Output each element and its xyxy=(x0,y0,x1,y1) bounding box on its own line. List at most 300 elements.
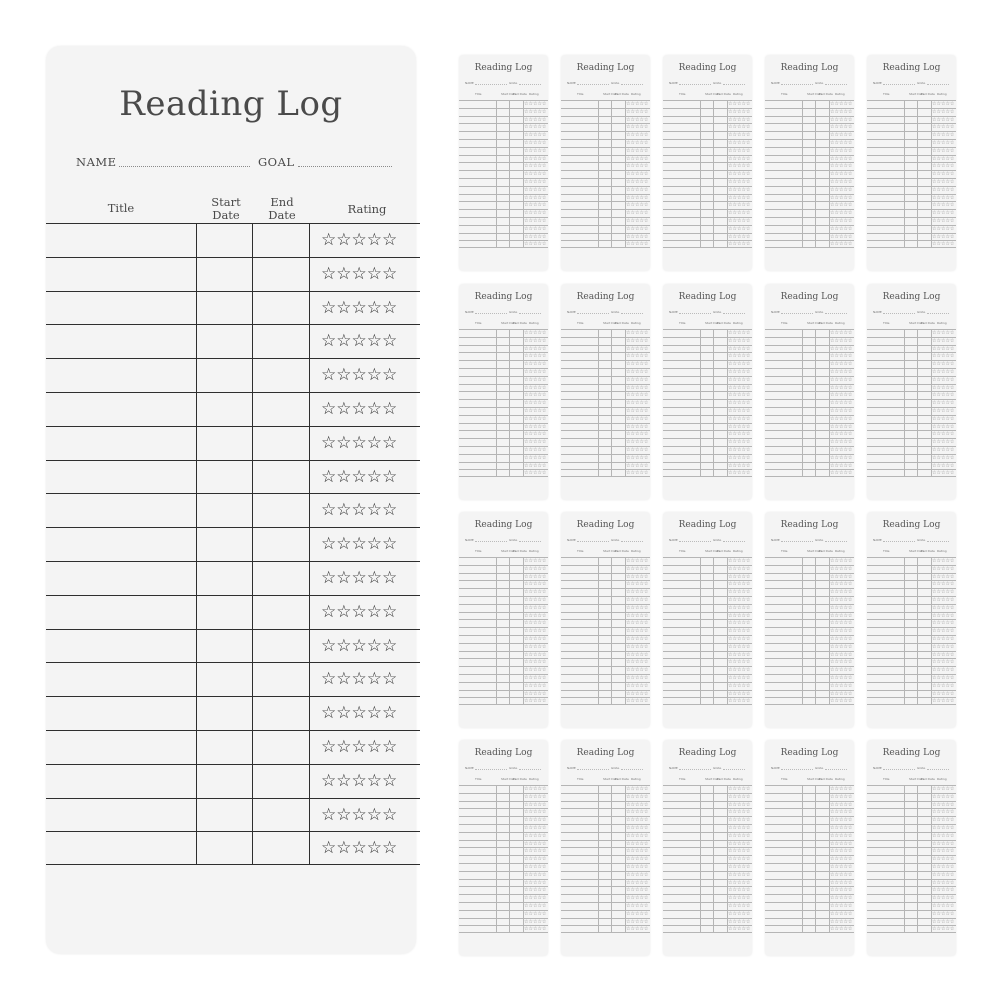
mini-star-rating-icons: ☆☆☆☆☆ xyxy=(830,368,853,375)
mini-star-rating-icons: ☆☆☆☆☆ xyxy=(626,241,649,248)
mini-reading-log-card xyxy=(561,740,650,956)
mini-log-row xyxy=(561,627,650,635)
mini-log-row xyxy=(663,430,752,438)
mini-log-row xyxy=(561,682,650,690)
mini-star-rating-icons: ☆☆☆☆☆ xyxy=(524,233,547,240)
mini-goal-line xyxy=(621,84,643,85)
mini-header-end: End Date xyxy=(615,549,629,553)
mini-star-rating-icons: ☆☆☆☆☆ xyxy=(626,470,649,477)
mini-column-headers xyxy=(663,321,752,329)
mini-log-row xyxy=(663,785,752,793)
mini-star-rating-icons: ☆☆☆☆☆ xyxy=(932,124,955,131)
mini-goal-line xyxy=(621,541,643,542)
mini-card-title: Reading Log xyxy=(678,63,737,73)
mini-log-row xyxy=(663,225,752,233)
mini-star-rating-icons: ☆☆☆☆☆ xyxy=(932,856,955,863)
mini-log-row xyxy=(663,808,752,816)
mini-column-divider xyxy=(802,470,803,477)
mini-goal-label: GOAL xyxy=(917,538,926,542)
mini-log-table xyxy=(459,100,548,248)
mini-star-rating-icons: ☆☆☆☆☆ xyxy=(728,635,751,642)
column-divider xyxy=(309,630,310,664)
mini-star-rating-icons: ☆☆☆☆☆ xyxy=(728,163,751,170)
mini-log-row xyxy=(663,329,752,337)
mini-star-rating-icons: ☆☆☆☆☆ xyxy=(728,139,751,146)
mini-header-rating: Rating xyxy=(733,777,743,781)
mini-column-divider xyxy=(904,470,905,477)
mini-log-row xyxy=(765,801,854,809)
mini-star-rating-icons: ☆☆☆☆☆ xyxy=(524,361,547,368)
mini-column-headers xyxy=(663,549,752,557)
mini-log-row xyxy=(867,337,956,345)
mini-star-rating-icons: ☆☆☆☆☆ xyxy=(728,856,751,863)
mini-log-row xyxy=(459,329,548,337)
mini-column-divider xyxy=(611,698,612,705)
star-rating-icons: ☆☆☆☆☆ xyxy=(321,297,398,318)
mini-log-row xyxy=(765,674,854,682)
mini-star-rating-icons: ☆☆☆☆☆ xyxy=(728,407,751,414)
mini-log-row xyxy=(765,384,854,392)
mini-star-rating-icons: ☆☆☆☆☆ xyxy=(626,361,649,368)
mini-star-rating-icons: ☆☆☆☆☆ xyxy=(830,446,853,453)
mini-star-rating-icons: ☆☆☆☆☆ xyxy=(524,809,547,816)
column-divider xyxy=(309,393,310,427)
column-divider xyxy=(252,427,253,461)
mini-goal-label: GOAL xyxy=(509,538,518,542)
mini-log-row xyxy=(459,894,548,902)
mini-log-table xyxy=(663,557,752,705)
mini-star-rating-icons: ☆☆☆☆☆ xyxy=(830,628,853,635)
mini-log-row xyxy=(561,155,650,163)
mini-log-row xyxy=(867,604,956,612)
mini-log-row xyxy=(459,399,548,407)
mini-column-headers xyxy=(867,777,956,785)
mini-star-rating-icons: ☆☆☆☆☆ xyxy=(728,124,751,131)
mini-log-row xyxy=(459,612,548,620)
mini-header-end: End Date xyxy=(921,549,935,553)
mini-log-row xyxy=(765,565,854,573)
mini-star-rating-icons: ☆☆☆☆☆ xyxy=(626,643,649,650)
mini-log-row xyxy=(459,596,548,604)
column-divider xyxy=(309,596,310,630)
mini-star-rating-icons: ☆☆☆☆☆ xyxy=(626,155,649,162)
mini-star-rating-icons: ☆☆☆☆☆ xyxy=(524,918,547,925)
mini-column-headers xyxy=(459,549,548,557)
mini-log-row xyxy=(561,116,650,124)
mini-log-row xyxy=(765,604,854,612)
mini-log-row xyxy=(561,345,650,353)
mini-header-start: Start Date xyxy=(501,92,517,96)
mini-star-rating-icons: ☆☆☆☆☆ xyxy=(524,446,547,453)
mini-log-row xyxy=(867,423,956,431)
column-divider xyxy=(309,731,310,765)
mini-goal-label: GOAL xyxy=(713,538,722,542)
column-divider xyxy=(252,325,253,359)
column-divider xyxy=(196,832,197,865)
mini-log-row xyxy=(561,446,650,454)
mini-header-rating: Rating xyxy=(529,92,539,96)
mini-log-row xyxy=(663,658,752,666)
mini-star-rating-icons: ☆☆☆☆☆ xyxy=(728,108,751,115)
mini-star-rating-icons: ☆☆☆☆☆ xyxy=(626,895,649,902)
mini-log-row xyxy=(867,201,956,209)
column-divider xyxy=(252,461,253,495)
mini-star-rating-icons: ☆☆☆☆☆ xyxy=(524,423,547,430)
column-divider xyxy=(196,393,197,427)
mini-name-label: NAME xyxy=(873,81,882,85)
mini-goal-label: GOAL xyxy=(815,538,824,542)
mini-log-row xyxy=(459,155,548,163)
mini-log-row xyxy=(663,240,752,248)
mini-card-title: Reading Log xyxy=(474,63,533,73)
mini-star-rating-icons: ☆☆☆☆☆ xyxy=(524,178,547,185)
star-rating-icons: ☆☆☆☆☆ xyxy=(321,534,398,555)
mini-star-rating-icons: ☆☆☆☆☆ xyxy=(728,194,751,201)
mini-star-rating-icons: ☆☆☆☆☆ xyxy=(830,573,853,580)
mini-log-row xyxy=(459,170,548,178)
mini-star-rating-icons: ☆☆☆☆☆ xyxy=(932,415,955,422)
mini-star-rating-icons: ☆☆☆☆☆ xyxy=(524,132,547,139)
mini-log-row xyxy=(663,186,752,194)
column-divider xyxy=(196,663,197,697)
mini-name-label: NAME xyxy=(465,538,474,542)
mini-star-rating-icons: ☆☆☆☆☆ xyxy=(626,462,649,469)
mini-log-row xyxy=(663,209,752,217)
mini-reading-log-card xyxy=(663,512,752,728)
mini-card-title: Reading Log xyxy=(780,63,839,73)
column-divider xyxy=(309,494,310,528)
mini-log-row xyxy=(663,469,752,477)
mini-star-rating-icons: ☆☆☆☆☆ xyxy=(524,667,547,674)
mini-log-row xyxy=(459,565,548,573)
mini-log-row xyxy=(867,240,956,248)
mini-star-rating-icons: ☆☆☆☆☆ xyxy=(626,330,649,336)
mini-log-row xyxy=(663,801,752,809)
mini-star-rating-icons: ☆☆☆☆☆ xyxy=(830,108,853,115)
column-divider xyxy=(252,596,253,630)
mini-header-start: Start Date xyxy=(807,92,823,96)
mini-star-rating-icons: ☆☆☆☆☆ xyxy=(830,698,853,705)
mini-star-rating-icons: ☆☆☆☆☆ xyxy=(728,801,751,808)
mini-star-rating-icons: ☆☆☆☆☆ xyxy=(626,573,649,580)
mini-star-rating-icons: ☆☆☆☆☆ xyxy=(830,879,853,886)
mini-reading-log-card xyxy=(867,55,956,271)
mini-log-row xyxy=(561,840,650,848)
column-divider xyxy=(196,224,197,258)
mini-header-title: Title xyxy=(577,549,584,553)
mini-star-rating-icons: ☆☆☆☆☆ xyxy=(728,415,751,422)
mini-log-row xyxy=(459,178,548,186)
mini-log-row xyxy=(459,462,548,470)
mini-reading-log-card xyxy=(663,55,752,271)
mini-header-title: Title xyxy=(679,549,686,553)
mini-header-rating: Rating xyxy=(631,321,641,325)
mini-star-rating-icons: ☆☆☆☆☆ xyxy=(626,186,649,193)
mini-log-row xyxy=(765,697,854,705)
mini-log-row xyxy=(561,557,650,565)
star-rating-icons: ☆☆☆☆☆ xyxy=(321,500,398,521)
mini-goal-label: GOAL xyxy=(917,766,926,770)
mini-star-rating-icons: ☆☆☆☆☆ xyxy=(626,682,649,689)
mini-star-rating-icons: ☆☆☆☆☆ xyxy=(524,628,547,635)
mini-log-row xyxy=(459,840,548,848)
mini-name-label: NAME xyxy=(669,310,678,314)
mini-column-divider xyxy=(496,698,497,705)
mini-log-row xyxy=(561,855,650,863)
mini-log-table xyxy=(867,329,956,477)
mini-log-row xyxy=(561,376,650,384)
mini-name-line xyxy=(475,313,507,314)
mini-log-row xyxy=(459,847,548,855)
column-divider xyxy=(252,494,253,528)
mini-log-row xyxy=(663,682,752,690)
mini-log-row xyxy=(765,337,854,345)
mini-star-rating-icons: ☆☆☆☆☆ xyxy=(830,337,853,344)
mini-star-rating-icons: ☆☆☆☆☆ xyxy=(830,400,853,407)
mini-log-row xyxy=(765,155,854,163)
mini-star-rating-icons: ☆☆☆☆☆ xyxy=(932,840,955,847)
mini-header-rating: Rating xyxy=(937,777,947,781)
mini-column-divider xyxy=(802,241,803,248)
mini-log-row xyxy=(459,407,548,415)
mini-star-rating-icons: ☆☆☆☆☆ xyxy=(728,330,751,336)
mini-star-rating-icons: ☆☆☆☆☆ xyxy=(626,407,649,414)
log-row xyxy=(46,595,420,629)
mini-star-rating-icons: ☆☆☆☆☆ xyxy=(626,698,649,705)
mini-log-row xyxy=(663,557,752,565)
mini-log-row xyxy=(561,651,650,659)
mini-star-rating-icons: ☆☆☆☆☆ xyxy=(626,690,649,697)
mini-log-row xyxy=(561,785,650,793)
mini-star-rating-icons: ☆☆☆☆☆ xyxy=(524,651,547,658)
mini-log-row xyxy=(867,855,956,863)
log-row xyxy=(46,493,420,527)
mini-star-rating-icons: ☆☆☆☆☆ xyxy=(626,596,649,603)
mini-star-rating-icons: ☆☆☆☆☆ xyxy=(626,856,649,863)
mini-log-row xyxy=(663,871,752,879)
mini-header-start: Start Date xyxy=(705,92,721,96)
mini-column-divider xyxy=(917,698,918,705)
mini-log-row xyxy=(765,682,854,690)
mini-log-row xyxy=(867,666,956,674)
mini-log-row xyxy=(867,682,956,690)
mini-log-row xyxy=(459,604,548,612)
mini-log-row xyxy=(765,847,854,855)
mini-star-rating-icons: ☆☆☆☆☆ xyxy=(932,643,955,650)
mini-star-rating-icons: ☆☆☆☆☆ xyxy=(728,178,751,185)
mini-column-headers xyxy=(765,92,854,100)
mini-log-row xyxy=(561,894,650,902)
mini-log-row xyxy=(765,910,854,918)
mini-star-rating-icons: ☆☆☆☆☆ xyxy=(626,345,649,352)
mini-star-rating-icons: ☆☆☆☆☆ xyxy=(728,902,751,909)
mini-log-row xyxy=(867,131,956,139)
mini-star-rating-icons: ☆☆☆☆☆ xyxy=(524,139,547,146)
mini-star-rating-icons: ☆☆☆☆☆ xyxy=(932,848,955,855)
mini-star-rating-icons: ☆☆☆☆☆ xyxy=(524,589,547,596)
mini-log-row xyxy=(561,604,650,612)
mini-star-rating-icons: ☆☆☆☆☆ xyxy=(932,573,955,580)
mini-header-start: Start Date xyxy=(705,549,721,553)
mini-log-row xyxy=(663,619,752,627)
mini-star-rating-icons: ☆☆☆☆☆ xyxy=(728,895,751,902)
mini-star-rating-icons: ☆☆☆☆☆ xyxy=(728,589,751,596)
mini-log-row xyxy=(867,847,956,855)
mini-log-row xyxy=(663,399,752,407)
mini-log-row xyxy=(765,170,854,178)
column-divider xyxy=(309,832,310,865)
mini-star-rating-icons: ☆☆☆☆☆ xyxy=(524,801,547,808)
mini-log-table xyxy=(459,557,548,705)
mini-log-row xyxy=(459,423,548,431)
mini-star-rating-icons: ☆☆☆☆☆ xyxy=(626,233,649,240)
mini-star-rating-icons: ☆☆☆☆☆ xyxy=(524,407,547,414)
mini-log-row xyxy=(765,240,854,248)
column-divider xyxy=(252,630,253,664)
mini-goal-line xyxy=(723,84,745,85)
mini-log-row xyxy=(459,209,548,217)
mini-column-divider xyxy=(598,698,599,705)
mini-header-start: Start Date xyxy=(705,777,721,781)
mini-star-rating-icons: ☆☆☆☆☆ xyxy=(524,786,547,792)
mini-star-rating-icons: ☆☆☆☆☆ xyxy=(524,635,547,642)
mini-star-rating-icons: ☆☆☆☆☆ xyxy=(932,565,955,572)
mini-star-rating-icons: ☆☆☆☆☆ xyxy=(830,682,853,689)
mini-star-rating-icons: ☆☆☆☆☆ xyxy=(626,210,649,217)
mini-log-table xyxy=(459,329,548,477)
mini-star-rating-icons: ☆☆☆☆☆ xyxy=(728,233,751,240)
mini-log-row xyxy=(765,925,854,933)
mini-log-row xyxy=(561,832,650,840)
mini-log-row xyxy=(663,201,752,209)
mini-log-row xyxy=(663,446,752,454)
mini-goal-line xyxy=(519,84,541,85)
mini-star-rating-icons: ☆☆☆☆☆ xyxy=(932,171,955,178)
mini-column-divider xyxy=(904,698,905,705)
log-table xyxy=(46,223,420,865)
mini-log-row xyxy=(867,902,956,910)
mini-name-line xyxy=(883,313,915,314)
mini-log-row xyxy=(663,376,752,384)
mini-log-row xyxy=(663,407,752,415)
mini-log-row xyxy=(867,454,956,462)
column-divider xyxy=(309,663,310,697)
mini-log-row xyxy=(459,824,548,832)
column-divider xyxy=(309,461,310,495)
mini-log-row xyxy=(867,155,956,163)
mini-log-row xyxy=(867,352,956,360)
mini-star-rating-icons: ☆☆☆☆☆ xyxy=(830,462,853,469)
mini-star-rating-icons: ☆☆☆☆☆ xyxy=(830,330,853,336)
mini-star-rating-icons: ☆☆☆☆☆ xyxy=(728,832,751,839)
mini-log-row xyxy=(765,918,854,926)
mini-log-row xyxy=(765,368,854,376)
column-divider xyxy=(309,765,310,799)
mini-log-row xyxy=(663,337,752,345)
mini-star-rating-icons: ☆☆☆☆☆ xyxy=(932,368,955,375)
mini-log-row xyxy=(867,557,956,565)
mini-log-row xyxy=(663,438,752,446)
mini-star-rating-icons: ☆☆☆☆☆ xyxy=(626,902,649,909)
mini-star-rating-icons: ☆☆☆☆☆ xyxy=(626,124,649,131)
mini-star-rating-icons: ☆☆☆☆☆ xyxy=(932,337,955,344)
mini-star-rating-icons: ☆☆☆☆☆ xyxy=(830,392,853,399)
mini-log-table xyxy=(765,329,854,477)
mini-star-rating-icons: ☆☆☆☆☆ xyxy=(932,241,955,248)
card-title: Reading Log xyxy=(119,84,343,124)
mini-column-headers xyxy=(663,777,752,785)
mini-log-row xyxy=(867,808,956,816)
mini-log-row xyxy=(663,910,752,918)
mini-star-rating-icons: ☆☆☆☆☆ xyxy=(626,817,649,824)
mini-star-rating-icons: ☆☆☆☆☆ xyxy=(830,194,853,201)
mini-goal-line xyxy=(825,84,847,85)
mini-header-title: Title xyxy=(679,321,686,325)
mini-log-row xyxy=(561,871,650,879)
mini-column-divider xyxy=(802,926,803,933)
mini-log-row xyxy=(459,391,548,399)
mini-name-label: NAME xyxy=(567,310,576,314)
mini-log-row xyxy=(561,580,650,588)
mini-log-row xyxy=(765,407,854,415)
mini-star-rating-icons: ☆☆☆☆☆ xyxy=(728,887,751,894)
mini-log-row xyxy=(561,847,650,855)
mini-reading-log-card xyxy=(867,740,956,956)
mini-header-rating: Rating xyxy=(631,549,641,553)
mini-star-rating-icons: ☆☆☆☆☆ xyxy=(524,241,547,248)
mini-column-divider xyxy=(509,241,510,248)
column-divider xyxy=(252,393,253,427)
mini-log-row xyxy=(867,139,956,147)
mini-goal-label: GOAL xyxy=(611,81,620,85)
star-rating-icons: ☆☆☆☆☆ xyxy=(321,331,398,352)
star-rating-icons: ☆☆☆☆☆ xyxy=(321,736,398,757)
mini-log-row xyxy=(459,808,548,816)
mini-log-row xyxy=(459,674,548,682)
mini-log-row xyxy=(867,170,956,178)
mini-header-end: End Date xyxy=(921,321,935,325)
mini-header-end: End Date xyxy=(819,92,833,96)
mini-reading-log-card xyxy=(459,740,548,956)
mini-log-row xyxy=(663,627,752,635)
mini-log-row xyxy=(867,446,956,454)
mini-log-row xyxy=(561,635,650,643)
mini-star-rating-icons: ☆☆☆☆☆ xyxy=(830,848,853,855)
column-divider xyxy=(309,258,310,292)
column-divider xyxy=(196,528,197,562)
mini-log-row xyxy=(561,131,650,139)
mini-log-row xyxy=(765,376,854,384)
column-divider xyxy=(196,325,197,359)
column-divider xyxy=(309,325,310,359)
mini-star-rating-icons: ☆☆☆☆☆ xyxy=(830,431,853,438)
mini-header-rating: Rating xyxy=(733,549,743,553)
mini-star-rating-icons: ☆☆☆☆☆ xyxy=(830,241,853,248)
mini-star-rating-icons: ☆☆☆☆☆ xyxy=(830,674,853,681)
mini-log-row xyxy=(459,116,548,124)
mini-star-rating-icons: ☆☆☆☆☆ xyxy=(728,612,751,619)
column-divider xyxy=(252,765,253,799)
mini-log-row xyxy=(561,643,650,651)
star-rating-icons: ☆☆☆☆☆ xyxy=(321,601,398,622)
column-divider xyxy=(252,359,253,393)
mini-reading-log-card xyxy=(459,55,548,271)
mini-star-rating-icons: ☆☆☆☆☆ xyxy=(524,581,547,588)
mini-star-rating-icons: ☆☆☆☆☆ xyxy=(524,879,547,886)
mini-log-row xyxy=(867,596,956,604)
mini-column-divider xyxy=(713,470,714,477)
mini-star-rating-icons: ☆☆☆☆☆ xyxy=(524,848,547,855)
